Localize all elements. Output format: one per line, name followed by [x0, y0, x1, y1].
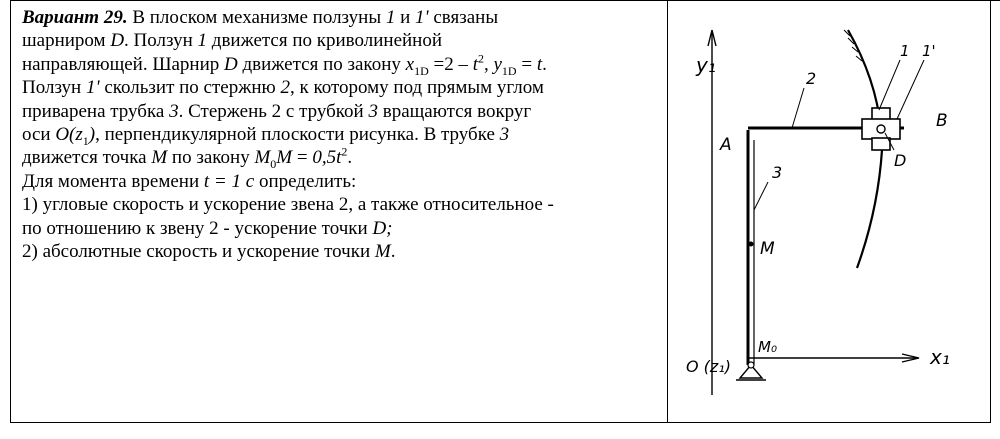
pivot-O	[748, 362, 754, 368]
variant-label: Вариант 29.	[22, 7, 128, 28]
task-text-fragment: 1	[82, 133, 89, 148]
table-left-border	[10, 0, 11, 423]
task-text-fragment: x	[405, 53, 415, 75]
task-text-fragment: 3	[368, 100, 378, 122]
task-statement	[22, 6, 667, 263]
label-A: A	[720, 135, 732, 155]
y-axis-label: y₁	[696, 53, 716, 77]
label-1prime: 1'	[922, 42, 936, 60]
task-text-fragment: M	[254, 147, 271, 169]
task-text-fragment: .	[390, 241, 396, 263]
slider-1-bottom	[872, 138, 890, 150]
task-text-fragment: 0	[270, 157, 277, 172]
mechanism-diagram	[672, 0, 1000, 434]
task-text-fragment: , к которому под прямым углом	[289, 77, 544, 99]
task-line-7	[22, 170, 667, 193]
leader-2	[792, 88, 804, 128]
task-text-fragment: M	[276, 147, 293, 169]
task-text-fragment: t = 1 c	[203, 170, 255, 192]
task-text-fragment: приварена трубка	[22, 100, 170, 122]
task-text-fragment: 1	[385, 7, 396, 28]
task-text-fragment: 3	[499, 124, 510, 146]
task-text-fragment: t	[536, 53, 543, 75]
task-text-fragment: , перпендикулярной плоскости рисунка. В трубке	[95, 124, 500, 146]
task-text-fragment: )	[88, 124, 96, 146]
leader-3	[754, 182, 768, 210]
task-text-fragment: 3	[169, 100, 179, 122]
label-1: 1	[900, 42, 910, 60]
task-text-fragment: определить:	[254, 170, 357, 192]
slider-1-top	[872, 108, 890, 120]
task-text-fragment: Для момента времени	[22, 170, 204, 192]
task-text-fragment: y	[493, 53, 502, 75]
task-text-fragment: t	[472, 53, 478, 75]
task-line-9	[22, 217, 667, 240]
task-line-3	[22, 76, 667, 99]
task-text-fragment: 2) абсолютные скорость и ускорение точки	[22, 241, 375, 263]
task-line-2	[22, 53, 667, 76]
task-text-fragment: движется по закону	[237, 53, 406, 75]
task-text-fragment: O(z	[55, 124, 83, 146]
hinge-D	[877, 125, 885, 133]
table-divider	[667, 0, 668, 423]
task-text-fragment: M	[151, 147, 168, 169]
task-text-fragment: движется по криволинейной	[207, 30, 443, 52]
task-text-fragment: .	[542, 53, 547, 75]
task-text-fragment: M	[374, 241, 391, 263]
task-line-4	[22, 100, 667, 123]
task-text-fragment: D	[110, 30, 125, 52]
task-text-fragment: вращаются вокруг	[377, 100, 532, 122]
label-B: B	[936, 111, 948, 131]
task-text-fragment: 0,5t	[312, 147, 342, 169]
task-line-1	[22, 29, 667, 52]
task-line-0	[22, 6, 667, 29]
task-text-fragment: оси	[22, 124, 56, 146]
task-text-fragment: скользит по стержню	[99, 77, 281, 99]
guide-hatching	[844, 30, 862, 61]
task-text-fragment: 1D	[501, 63, 517, 78]
task-text-fragment: 1D	[414, 63, 429, 78]
task-text-fragment: 1'	[415, 7, 429, 28]
task-line-6	[22, 145, 667, 172]
task-text-fragment: . Ползун	[124, 30, 198, 52]
leader-1	[879, 60, 900, 110]
task-text-fragment: 2	[477, 51, 484, 66]
task-text-fragment: ,	[483, 53, 494, 75]
task-text-fragment: по отношению к звену 2 - ускорение точки	[22, 217, 373, 239]
x-axis-label: x₁	[930, 345, 950, 369]
task-line-8	[22, 193, 667, 216]
task-text-fragment: шарниром	[22, 30, 111, 52]
task-text-fragment: Ползун	[22, 77, 86, 99]
task-text-fragment: направляющей. Шарнир	[22, 53, 225, 75]
task-line-5	[22, 123, 667, 146]
task-text-fragment: и	[395, 7, 416, 28]
mechanism-figure	[672, 0, 1000, 434]
task-text-fragment: движется точка	[22, 147, 152, 169]
task-text-fragment: =	[292, 147, 313, 169]
task-text-fragment: =2 –	[428, 53, 473, 75]
label-2: 2	[806, 69, 817, 88]
task-text-fragment: 2	[280, 77, 290, 99]
task-text-fragment: =	[516, 53, 537, 75]
task-line-10	[22, 240, 667, 263]
label-3: 3	[772, 163, 783, 182]
task-text-fragment: связаны	[428, 7, 499, 28]
task-text-fragment: D;	[372, 217, 393, 239]
label-origin: O (z₁)	[686, 357, 731, 376]
task-text-fragment: 1'	[85, 77, 100, 99]
task-text-fragment: В плоском механизме ползуны	[127, 7, 386, 28]
point-M	[749, 242, 754, 247]
task-text-fragment: 1) угловые скорость и ускорение звена 2, а также относительное -	[22, 194, 554, 216]
task-text-fragment: D	[224, 53, 238, 75]
label-D: D	[894, 151, 907, 170]
label-M0: M₀	[758, 338, 777, 356]
task-text-fragment: 2	[341, 145, 348, 160]
task-text-fragment: по закону	[167, 147, 255, 169]
task-text-fragment: . Стержень 2 с трубкой	[178, 100, 369, 122]
task-text-fragment: .	[347, 147, 353, 169]
label-M: M	[760, 239, 775, 259]
task-text-fragment: 1	[197, 30, 208, 52]
leader-1prime	[897, 60, 924, 119]
